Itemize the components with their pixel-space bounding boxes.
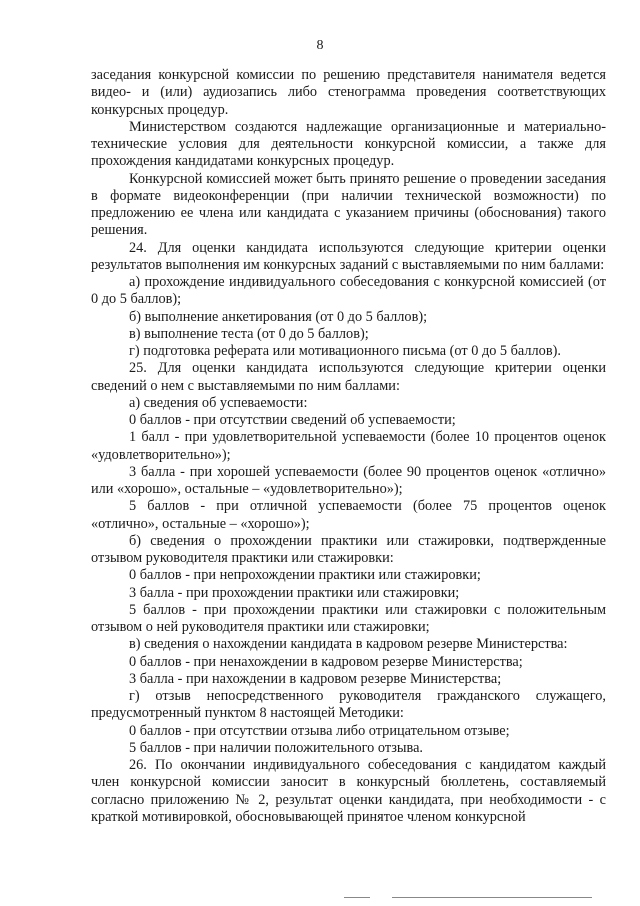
paragraph: Министерством создаются надлежащие организационные и материально-технические условия для деятельности конкурсной комиссии, а также для прохождения кандидатами конкурсных процедур. xyxy=(91,118,606,170)
paragraph: а) сведения об успеваемости: xyxy=(129,394,308,411)
paragraph: 26. По окончании индивидуального собеседования с кандидатом каждый член конкурсной комиссии заносит в конкурсный бюллетень, составляемый согласно приложению № 2, результат оценки кандидата, при необходимости - с краткой мотивировкой, обосновывающей принятое членом конкурсной xyxy=(91,757,606,825)
footer-rule-right xyxy=(392,897,592,898)
paragraph: заседания конкурсной комиссии по решению представителя нанимателя ведется видео- и (или) аудиозапись либо стенограмма проведения соответствующих конкурсных процедур. xyxy=(91,67,606,118)
paragraph: 25. Для оценки кандидата используются следующие критерии оценки сведений о нем с выставляемыми по ним баллами: xyxy=(91,360,606,394)
paragraph: 24. Для оценки кандидата используются следующие критерии оценки результатов выполнения им конкурсных заданий с выставляемыми по ним баллами: xyxy=(91,239,606,273)
paragraph: 0 баллов - при отсутствии отзыва либо отрицательном отзыве; xyxy=(129,722,510,739)
footer-rule-left xyxy=(344,897,370,898)
paragraph: 3 балла - при нахождении в кадровом резерве Министерства; xyxy=(129,670,502,687)
paragraph: 5 баллов - при наличии положительного отзыва. xyxy=(129,739,424,756)
paragraph: Конкурсной комиссией может быть принято решение о проведении заседания в формате видеоконференции (при наличии технической возможности) по предложению ее члена или кандидата с указанием причины (обоснования) такого решения. xyxy=(91,170,606,239)
document-body xyxy=(91,67,606,826)
paragraph: 5 баллов - при прохождении практики или стажировки с положительным отзывом о ней руководителя практики или стажировки; xyxy=(91,601,606,635)
paragraph: г) подготовка реферата или мотивационного письма (от 0 до 5 баллов). xyxy=(129,343,561,359)
paragraph: 0 баллов - при ненахождении в кадровом резерве Министерства; xyxy=(129,653,523,670)
paragraph: в) сведения о нахождении кандидата в кадровом резерве Министерства: xyxy=(129,636,568,653)
paragraph: 1 балл - при удовлетворительной успеваемости (более 10 процентов оценок «удовлетворительно»); xyxy=(91,429,606,463)
paragraph: г) отзыв непосредственного руководителя гражданского служащего, предусмотренный пунктом 8 настоящей Методики: xyxy=(91,688,606,722)
paragraph: 0 баллов - при отсутствии сведений об успеваемости; xyxy=(129,412,456,428)
paragraph: б) выполнение анкетирования (от 0 до 5 баллов); xyxy=(129,308,428,325)
paragraph: 5 баллов - при отличной успеваемости (более 75 процентов оценок «отлично», остальные – «хорошо»); xyxy=(91,498,606,532)
paragraph: б) сведения о прохождении практики или стажировки, подтвержденные отзывом руководителя практики или стажировки: xyxy=(91,532,606,566)
paragraph: а) прохождение индивидуального собеседования с конкурсной комиссией (от 0 до 5 баллов); xyxy=(91,274,606,308)
paragraph: 3 балла - при прохождении практики или стажировки; xyxy=(129,584,460,601)
paragraph: в) выполнение теста (от 0 до 5 баллов); xyxy=(129,325,369,342)
paragraph: 3 балла - при хорошей успеваемости (более 90 процентов оценок «отлично» или «хорошо», остальные – «удовлетворительно»); xyxy=(91,463,606,497)
page-number: 8 xyxy=(316,38,324,53)
paragraph: 0 баллов - при непрохождении практики или стажировки; xyxy=(129,567,481,584)
